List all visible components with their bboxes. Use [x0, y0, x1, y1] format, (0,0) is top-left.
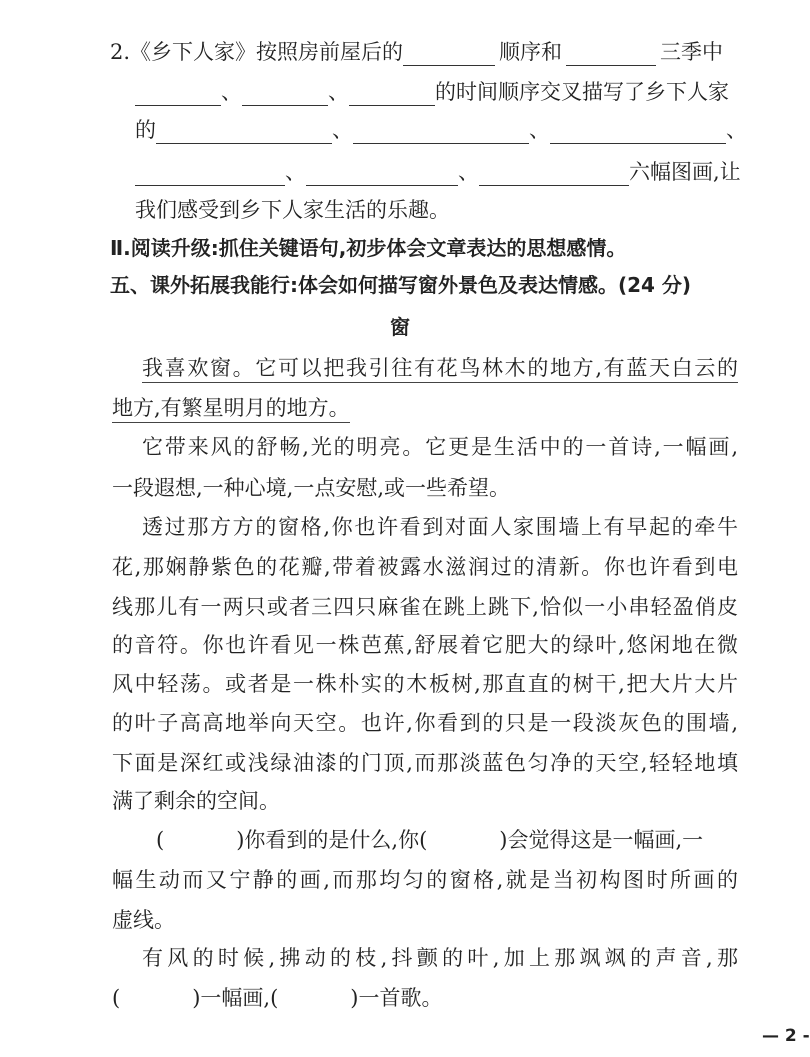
separator: 、	[332, 118, 353, 142]
passage-line: 的叶子高高地举向天空。也许,你看到的只是一段淡灰色的围墙,	[112, 711, 738, 735]
q2-text: 2.《乡下人家》按照房前屋后的	[110, 40, 404, 64]
fill-blank[interactable]	[550, 121, 726, 144]
passage-line: 满了剩余的空间。	[112, 789, 280, 813]
passage-line: 一段遐想,一种心境,一点安慰,或一些希望。	[112, 476, 511, 500]
passage-text: )一首歌。	[350, 986, 443, 1010]
page-number: — 2 -	[762, 1026, 810, 1046]
passage-line-with-blanks	[112, 984, 442, 1012]
fill-blank[interactable]	[566, 43, 656, 66]
fill-blank[interactable]	[403, 43, 495, 66]
paren-open: (	[112, 986, 121, 1010]
separator: 、	[328, 80, 349, 104]
q2-text: 顺序和	[499, 40, 563, 64]
passage-title: 窗	[390, 315, 410, 339]
separator: 、	[529, 118, 550, 142]
fill-blank[interactable]	[135, 83, 221, 106]
section-heading-five: 五、课外拓展我能行:体会如何描写窗外景色及表达情感。(24 分)	[110, 273, 692, 297]
passage-text: )会觉得这是一幅画,一	[499, 828, 704, 852]
passage-line: 透过那方方的窗格,你也许看到对面人家围墙上有早起的牵牛	[142, 515, 738, 539]
passage-line: 我喜欢窗。它可以把我引往有花鸟林木的地方,有蓝天白云的	[142, 354, 738, 383]
passage-line: 风中轻荡。或者是一株朴实的木板树,那直直的树干,把大片大片	[112, 672, 738, 696]
q2-line-1	[110, 38, 723, 66]
passage-line: 花,那娴静紫色的花瓣,带着被露水滋润过的清新。你也许看到电	[112, 555, 738, 579]
fill-blank[interactable]	[156, 121, 332, 144]
passage-line: 有风的时候,拂动的枝,抖颤的叶,加上那飒飒的声音,那	[142, 946, 738, 970]
passage-line: 幅生动而又宁静的画,而那均匀的窗格,就是当初构图时所画的	[112, 868, 738, 892]
passage-line: 的音符。你也许看见一株芭蕉,舒展着它肥大的绿叶,悠闲地在微	[112, 633, 738, 657]
passage-line: 线那儿有一两只或者三四只麻雀在跳上跳下,恰似一小串轻盈俏皮	[112, 595, 738, 619]
passage-line: 虚线。	[112, 908, 175, 932]
q2-line-5: 我们感受到乡下人家生活的乐趣。	[135, 198, 450, 222]
separator: 、	[285, 160, 306, 184]
fill-blank[interactable]	[353, 121, 529, 144]
fill-blank[interactable]	[349, 83, 435, 106]
separator: 、	[221, 80, 242, 104]
q2-line-3	[135, 116, 747, 144]
passage-line: 它带来风的舒畅,光的明亮。它更是生活中的一首诗,一幅画,	[142, 435, 738, 459]
passage-line-with-blanks	[156, 826, 703, 854]
q2-text: 三季中	[660, 40, 724, 64]
q2-text: 的	[135, 118, 156, 142]
q2-text: 六幅图画,让	[629, 160, 741, 184]
fill-blank[interactable]	[479, 163, 629, 186]
fill-blank[interactable]	[242, 83, 328, 106]
section-heading-reading: Ⅱ.阅读升级:抓住关键语句,初步体会文章表达的思想感情。	[110, 236, 627, 260]
q2-line-4	[135, 158, 741, 186]
separator: 、	[458, 160, 479, 184]
passage-line: 下面是深红或浅绿油漆的门顶,而那淡蓝色匀净的天空,轻轻地填	[112, 751, 738, 775]
paren-open: (	[156, 828, 165, 852]
passage-text: )一幅画,(	[192, 986, 279, 1010]
q2-line-2	[135, 78, 729, 106]
passage-text: )你看到的是什么,你(	[236, 828, 428, 852]
fill-blank[interactable]	[135, 163, 285, 186]
fill-blank[interactable]	[306, 163, 458, 186]
separator: 、	[726, 118, 747, 142]
q2-text: 的时间顺序交叉描写了乡下人家	[435, 80, 729, 104]
passage-line: 地方,有繁星明月的地方。	[112, 394, 350, 423]
